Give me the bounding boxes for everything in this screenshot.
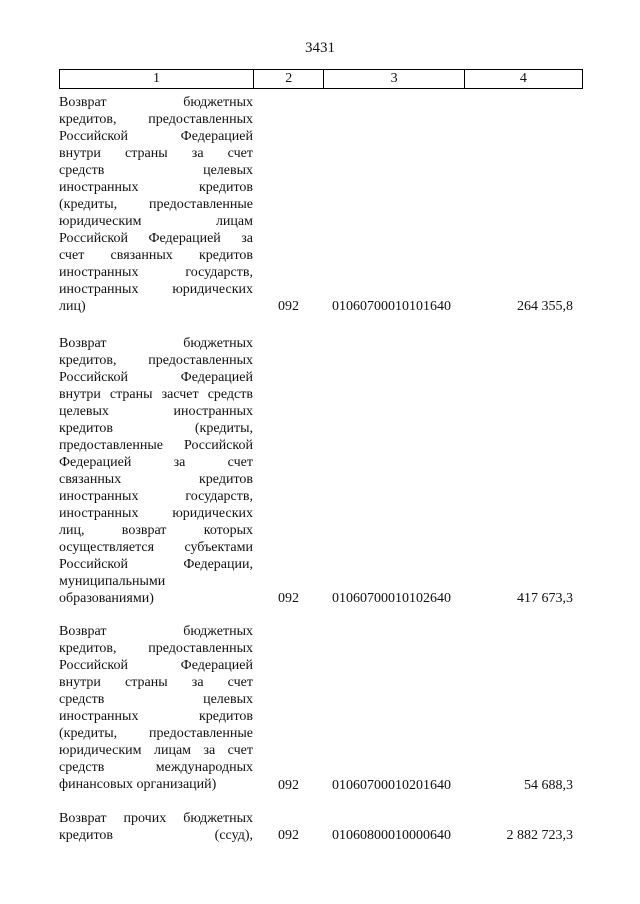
desc-line: средств целевых	[59, 163, 253, 178]
page-number: 3431	[305, 40, 335, 56]
header-col-1: 1	[60, 70, 254, 88]
desc-line: внутри страны за счет	[59, 146, 253, 161]
desc-line: (кредиты, предоставленные	[59, 726, 253, 741]
admin-code: 092	[278, 778, 299, 793]
desc-line: иностранных государств,	[59, 489, 253, 504]
desc-line: иностранных кредитов	[59, 709, 253, 724]
desc-line: кредитов, предоставленных	[59, 112, 253, 127]
desc-line: Российской Федерацией	[59, 658, 253, 673]
desc-line: (кредиты, предоставленные	[59, 197, 253, 212]
desc-line: Российской Федерацией за	[59, 231, 253, 246]
desc-line: Возврат прочих бюджетных	[59, 811, 253, 826]
desc-line: иностранных государств,	[59, 265, 253, 280]
row-description	[59, 94, 253, 315]
desc-line: иностранных юридических	[59, 282, 253, 297]
desc-line: внутри страны за счет	[59, 675, 253, 690]
desc-line: иностранных юридических	[59, 506, 253, 521]
desc-line: целевых иностранных	[59, 404, 253, 419]
admin-code: 092	[278, 299, 299, 314]
table-row	[59, 335, 581, 607]
desc-line: Возврат бюджетных	[59, 336, 253, 351]
budget-code: 01060700010201640	[332, 778, 451, 793]
amount: 417 673,3	[517, 591, 573, 606]
desc-line: средств целевых	[59, 692, 253, 707]
budget-code: 01060700010102640	[332, 591, 451, 606]
desc-line: связанных кредитов	[59, 472, 253, 487]
table-row	[59, 94, 581, 315]
desc-line: образованиями)	[59, 591, 154, 606]
desc-line: Российской Федерации,	[59, 557, 253, 572]
desc-line: муниципальными	[59, 574, 166, 589]
desc-line: кредитов, предоставленных	[59, 353, 253, 368]
desc-line: финансовых организаций)	[59, 777, 217, 792]
desc-line: юридическим лицам	[59, 214, 253, 229]
desc-line: Возврат бюджетных	[59, 95, 253, 110]
table-header	[59, 69, 583, 89]
desc-line: кредитов, предоставленных	[59, 641, 253, 656]
header-col-4: 4	[519, 71, 527, 86]
desc-line: Российской Федерацией	[59, 129, 253, 144]
admin-code: 092	[278, 591, 299, 606]
desc-line: кредитов (кредиты,	[59, 421, 253, 436]
row-description	[59, 623, 253, 793]
header-col-2: 2	[254, 70, 325, 88]
desc-line: Российской Федерацией	[59, 370, 253, 385]
row-description	[59, 335, 253, 607]
desc-line: лиц)	[59, 299, 86, 314]
table-row	[59, 810, 581, 844]
desc-line: кредитов (ссуд),	[59, 828, 253, 843]
desc-line: Федерацией за счет	[59, 455, 253, 470]
admin-code: 092	[278, 828, 299, 843]
budget-code: 01060800010000640	[332, 828, 451, 843]
desc-line: иностранных кредитов	[59, 180, 253, 195]
desc-line: осуществляется субъектами	[59, 540, 253, 555]
desc-line: внутри страны засчет средств	[59, 387, 253, 402]
table-row	[59, 623, 581, 794]
desc-line: средств международных	[59, 760, 253, 775]
amount: 54 688,3	[524, 778, 573, 793]
header-col-3: 3	[324, 70, 464, 88]
desc-line: Возврат бюджетных	[59, 624, 253, 639]
desc-line: юридическим лицам за счет	[59, 743, 253, 758]
desc-line: предоставленные Российской	[59, 438, 253, 453]
row-description	[59, 810, 253, 844]
desc-line: лиц, возврат которых	[59, 523, 253, 538]
desc-line: счет связанных кредитов	[59, 248, 253, 263]
amount: 264 355,8	[517, 299, 573, 314]
budget-code: 01060700010101640	[332, 299, 451, 314]
amount: 2 882 723,3	[506, 828, 573, 843]
